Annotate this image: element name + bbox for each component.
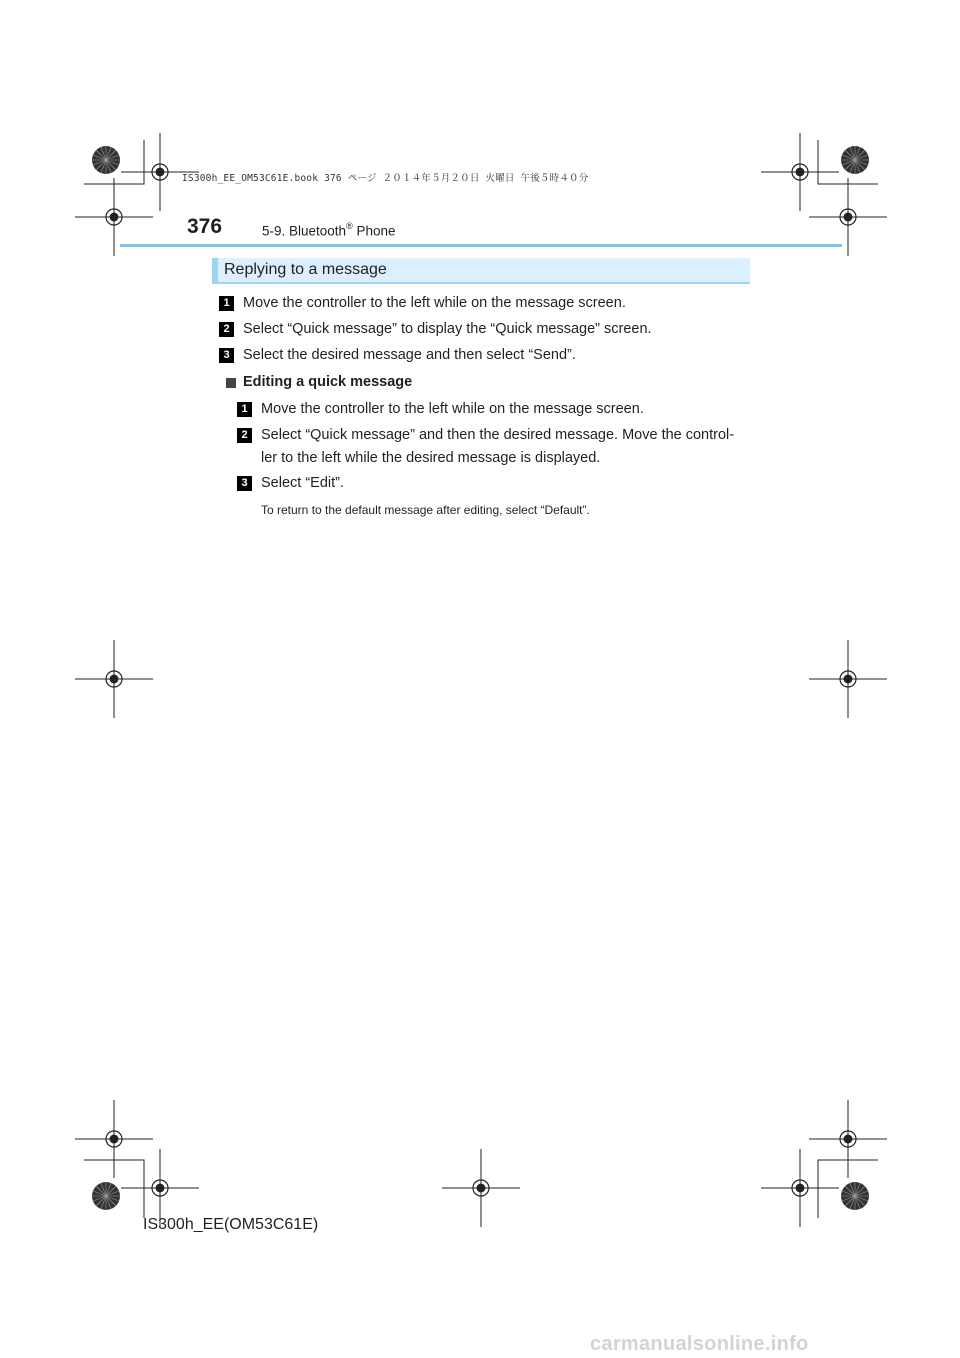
- print-header: IS300h_EE_OM53C61E.book 376 ページ ２０１４年５月２０日 火曜日 午後５時４０分: [182, 173, 589, 184]
- watermark: carmanualsonline.info: [590, 1333, 809, 1355]
- step-number-badge: 3: [237, 476, 252, 491]
- page-number: 376: [187, 215, 223, 238]
- crosshair-mark: [75, 1100, 153, 1178]
- running-head: [262, 222, 396, 239]
- footer-document-code: IS300h_EE(OM53C61E): [143, 1216, 319, 1233]
- color-disc-mark: [841, 1182, 869, 1210]
- step-text: Select “Quick message” to display the “Quick message” screen.: [243, 321, 652, 337]
- color-disc-mark: [841, 146, 869, 174]
- crosshair-mark: [809, 1100, 887, 1178]
- step-number-badge: 2: [237, 428, 252, 443]
- square-bullet-icon: [226, 378, 236, 388]
- step-number-badge: 3: [219, 348, 234, 363]
- registered-mark: ®: [346, 221, 353, 231]
- crosshair-mark: [761, 133, 839, 211]
- step-text: Select the desired message and then select “Send”.: [243, 347, 576, 363]
- step-number-badge: 2: [219, 322, 234, 337]
- step-note: To return to the default message after editing, select “Default”.: [261, 503, 590, 517]
- color-disc-mark: [92, 146, 120, 174]
- crosshair-mark: [761, 1149, 839, 1227]
- crosshair-mark: [809, 640, 887, 718]
- crosshair-mark: [75, 640, 153, 718]
- step-text: Move the controller to the left while on the message screen.: [243, 295, 626, 311]
- step-number-badge: 1: [219, 296, 234, 311]
- header-rule: [120, 244, 842, 247]
- step-text: Select “Edit”.: [261, 475, 344, 491]
- step-text: Move the controller to the left while on the message screen.: [261, 401, 644, 417]
- running-head-prefix: 5-9. Bluetooth: [262, 223, 347, 239]
- step-number-badge: 1: [237, 402, 252, 417]
- running-head-suffix: Phone: [352, 223, 396, 239]
- crosshair-mark: [442, 1149, 520, 1227]
- section-title: Replying to a message: [224, 261, 387, 278]
- step-text: Select “Quick message” and then the desired message. Move the control-: [261, 427, 735, 443]
- color-disc-mark: [92, 1182, 120, 1210]
- step-text-continued: ler to the left while the desired message is displayed.: [261, 450, 601, 466]
- subsection-title: Editing a quick message: [243, 374, 413, 390]
